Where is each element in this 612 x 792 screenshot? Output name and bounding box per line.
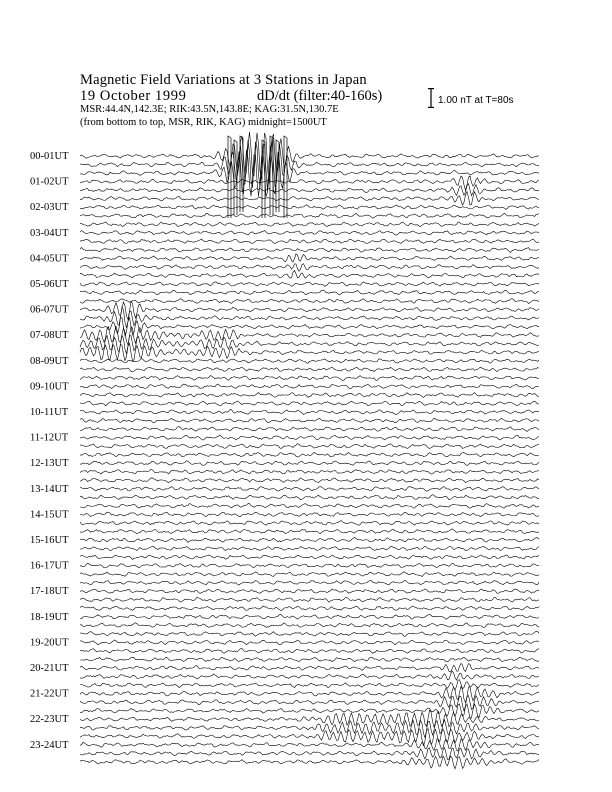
trace-line <box>80 290 539 295</box>
trace-line <box>80 614 539 619</box>
trace-line <box>80 748 539 760</box>
trace-line <box>80 696 539 711</box>
trace-spike <box>284 136 287 218</box>
trace-line <box>80 239 539 243</box>
hour-label: 09-10UT <box>30 381 69 393</box>
trace-line <box>80 222 539 227</box>
trace-line <box>80 184 539 196</box>
trace-line <box>80 205 539 210</box>
trace-line <box>80 739 539 751</box>
filter-label: dD/dt (filter:40-160s) <box>257 88 383 104</box>
trace-line <box>80 521 539 526</box>
trace-line <box>80 529 539 534</box>
trace-line <box>80 401 539 406</box>
hour-label: 21-22UT <box>30 688 69 700</box>
trace-line <box>80 140 539 191</box>
trace-line <box>80 606 539 611</box>
trace-line <box>80 146 539 197</box>
trace-line <box>80 282 539 287</box>
trace-line <box>80 495 539 500</box>
trace-line <box>80 756 539 769</box>
trace-line <box>80 358 539 363</box>
hour-label: 23-24UT <box>30 739 69 751</box>
trace-line <box>80 623 539 628</box>
hour-label: 05-06UT <box>30 279 69 290</box>
trace-line <box>80 247 539 252</box>
trace-line <box>80 444 539 449</box>
trace-line <box>80 452 539 457</box>
hour-label: 02-03UT <box>30 202 69 214</box>
hour-label: 20-21UT <box>30 663 69 674</box>
hour-label: 13-14UT <box>30 483 69 495</box>
hour-label: 08-09UT <box>30 355 69 367</box>
trace-line <box>80 546 539 550</box>
trace-line <box>80 375 539 380</box>
hour-label: 16-17UT <box>30 560 69 572</box>
trace-line <box>80 384 539 389</box>
chart-title: Magnetic Field Variations at 3 Stations in Japan <box>80 72 367 88</box>
trace-line <box>80 631 539 636</box>
hour-label: 14-15UT <box>30 509 69 521</box>
hour-label: 00-01UT <box>30 151 69 162</box>
scale-label: 1.00 nT at T=80s <box>438 95 514 106</box>
trace-line <box>80 640 539 645</box>
trace-line <box>80 572 539 577</box>
hour-label: 07-08UT <box>30 330 69 342</box>
hour-label: 06-07UT <box>30 304 69 316</box>
trace-line <box>80 649 539 654</box>
trace-line <box>80 589 539 593</box>
hour-label: 10-11UT <box>30 407 69 418</box>
trace-line <box>80 720 539 738</box>
trace-line <box>80 537 539 542</box>
trace-line <box>80 254 539 262</box>
hour-label: 03-04UT <box>30 227 69 239</box>
trace-line <box>80 299 539 304</box>
trace-line <box>80 563 539 568</box>
trace-line <box>80 597 539 602</box>
trace-line <box>80 427 539 432</box>
trace-line <box>80 176 539 190</box>
trace-line <box>80 335 539 353</box>
trace-line <box>80 270 539 278</box>
trace-line <box>80 663 539 672</box>
hour-label: 11-12UT <box>30 432 69 444</box>
trace-line <box>80 512 539 516</box>
trace-line <box>80 410 539 415</box>
trace-line <box>80 326 539 344</box>
trace-line <box>80 461 539 466</box>
trace-line <box>80 301 539 319</box>
trace-line <box>80 710 539 727</box>
trace-spike <box>228 136 231 218</box>
trace-line <box>80 657 539 662</box>
trace-line <box>80 230 539 235</box>
trace-line <box>80 487 539 492</box>
trace-line <box>80 504 539 509</box>
trace-line <box>80 318 539 336</box>
trace-line <box>80 478 539 483</box>
trace-line <box>80 671 539 680</box>
trace-line <box>80 470 539 475</box>
trace-line <box>80 264 539 272</box>
trace-line <box>80 343 539 361</box>
chart-date: 19 October 1999 <box>80 88 187 104</box>
hour-label: 12-13UT <box>30 458 69 470</box>
hour-label: 19-20UT <box>30 637 69 649</box>
trace-line <box>80 555 539 559</box>
hour-label: 15-16UT <box>30 535 69 546</box>
trace-line <box>80 192 539 206</box>
trace-line <box>80 213 539 218</box>
trace-line <box>80 393 539 398</box>
hour-label: 18-19UT <box>30 611 69 623</box>
hour-label: 01-02UT <box>30 176 69 188</box>
hour-label: 17-18UT <box>30 586 69 598</box>
trace-line <box>80 435 539 440</box>
trace-line <box>80 367 539 372</box>
hour-label: 04-05UT <box>30 253 69 265</box>
station-coordinates: MSR:44.4N,142.3E; RIK:43.5N,143.8E; KAG:31.5N,130.7E <box>80 104 339 115</box>
trace-line <box>80 729 539 747</box>
hour-label: 22-23UT <box>30 714 69 726</box>
trace-line <box>80 580 539 585</box>
trace-line <box>80 704 539 718</box>
stack-order-note: (from bottom to top, MSR, RIK, KAG) midnight=1500UT <box>80 117 327 128</box>
trace-line <box>80 418 539 423</box>
